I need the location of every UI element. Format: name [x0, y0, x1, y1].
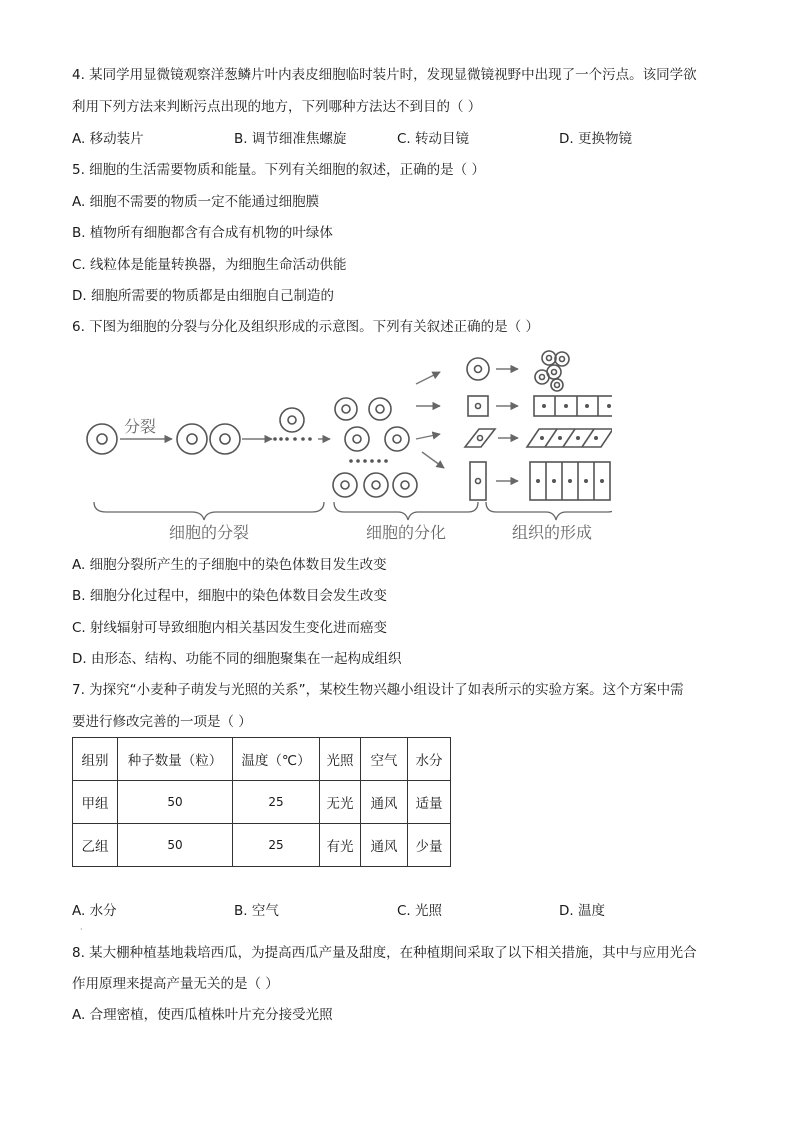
q6-option-c: C. 射线辐射可导致细胞内相关基因发生变化进而癌变 [72, 620, 388, 636]
cell-division-diagram [72, 346, 612, 546]
table-cell: 乙组 [73, 824, 118, 867]
table-header: 光照 [320, 738, 361, 781]
q5-stem: 5. 细胞的生活需要物质和能量。下列有关细胞的叙述，正确的是（ ） [72, 162, 485, 178]
table-cell: 少量 [408, 824, 451, 867]
q7-option-a: A. 水分 [72, 903, 117, 919]
table-cell: 适量 [408, 781, 451, 824]
q5-option-d: D. 细胞所需要的物质都是由细胞自己制造的 [72, 288, 334, 304]
squamous-tissue [527, 429, 612, 447]
q5-option-a: A. 细胞不需要的物质一定不能通过细胞膜 [72, 194, 320, 210]
table-header: 水分 [408, 738, 451, 781]
division-arrow-label: 分裂 [124, 417, 157, 436]
q8-stem-line2: 作用原理来提高产量无关的是（ ） [72, 976, 279, 992]
q7-options [72, 901, 722, 921]
q7-option-d: D. 温度 [559, 903, 605, 919]
experiment-table [72, 737, 451, 867]
q4-option-c: C. 转动目镜 [397, 131, 470, 147]
table-header: 温度（℃） [233, 738, 320, 781]
q6-stem: 6. 下图为细胞的分裂与分化及组织形成的示意图。下列有关叙述正确的是（ ） [72, 319, 539, 335]
q4-stem-line1: 4. 某同学用显微镜观察洋葱鳞片叶内表皮细胞临时装片时，发现显微镜视野中出现了一个污点。该同学欲 [72, 67, 697, 83]
q4-options [72, 129, 722, 149]
table-cell: 无光 [320, 781, 361, 824]
label-cell-differentiation: 细胞的分化 [365, 523, 447, 542]
q8-option-a: A. 合理密植，使西瓜植株叶片充分接受光照 [72, 1007, 333, 1023]
table-cell: 通风 [361, 781, 408, 824]
q5-option-c: C. 线粒体是能量转换器，为细胞生命活动供能 [72, 257, 347, 273]
table-header: 组别 [73, 738, 118, 781]
table-header-row [73, 738, 451, 781]
q4-option-a: A. 移动装片 [72, 131, 144, 147]
q6-option-b: B. 细胞分化过程中，细胞中的染色体数目会发生改变 [72, 588, 387, 604]
label-tissue-formation: 组织的形成 [511, 523, 593, 542]
table-cell: 甲组 [73, 781, 118, 824]
q5-option-b: B. 植物所有细胞都含有合成有机物的叶绿体 [72, 225, 333, 241]
table-cell: 25 [233, 824, 320, 867]
label-cell-division: 细胞的分裂 [168, 523, 250, 542]
blood-tissue [535, 351, 569, 391]
q7-option-c: C. 光照 [397, 903, 443, 919]
q7-option-b: B. 空气 [234, 903, 279, 919]
q4-stem-line2: 利用下列方法来判断污点出现的地方，下列哪种方法达不到目的（ ） [72, 99, 482, 115]
differentiation-cells [333, 398, 417, 497]
table-cell: 50 [118, 781, 233, 824]
q4-option-d: D. 更换物镜 [559, 131, 632, 147]
q8-stem-line1: 8. 某大棚种植基地栽培西瓜，为提高西瓜产量及甜度，在种植期间采取了以下相关措施，其中与应用光合 [72, 945, 697, 961]
table-cell: 50 [118, 824, 233, 867]
table-header: 种子数量（粒） [118, 738, 233, 781]
q6-option-d: D. 由形态、结构、功能不同的细胞聚集在一起构成组织 [72, 651, 402, 667]
table-cell: 25 [233, 781, 320, 824]
specialized-cells [465, 358, 495, 500]
table-cell: 有光 [320, 824, 361, 867]
q7-stem-line2: 要进行修改完善的一项是（ ） [72, 714, 252, 730]
table-row [73, 824, 451, 867]
q6-option-a: A. 细胞分裂所产生的子细胞中的染色体数目发生改变 [72, 557, 387, 573]
table-header: 空气 [361, 738, 408, 781]
q7-stem-line1: 7. 为探究“小麦种子萌发与光照的关系”，某校生物兴趣小组设计了如表所示的实验方案。这个方案中需 [72, 682, 684, 698]
q4-option-b: B. 调节细准焦螺旋 [234, 131, 347, 147]
table-cell: 通风 [361, 824, 408, 867]
scan-mark: · [80, 925, 83, 934]
dividing-cells [87, 408, 304, 454]
table-row [73, 781, 451, 824]
